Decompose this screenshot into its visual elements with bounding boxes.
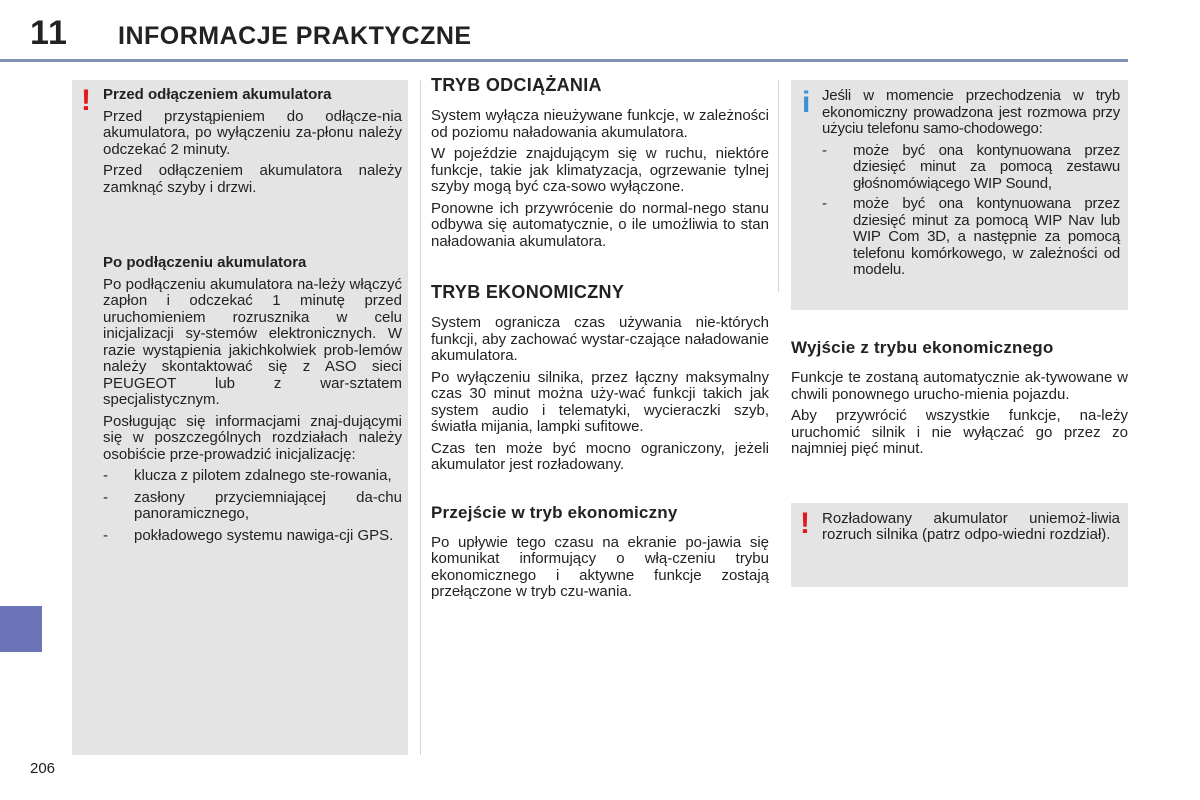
entering-economy-paragraph: Po upływie tego czasu na ekranie po-jawia się komunikat informujący o włą-czeniu trybu ekonomicznego i aktywne funkcje zostają przełączone w tryb czu-wania. [431,533,769,600]
exit-economy-paragraph-1: Funkcje te zostaną automatycznie ak-tywowane w chwili ponownego urucho-mienia pojazdu. [791,369,1128,403]
info-icon: i [802,86,811,119]
page-header [0,0,1200,64]
right-column [791,74,1128,587]
list-item: - może być ona kontynuowana przez dziesięć minut za pomocą WIP Nav lub WIP Com 3D, a następnie za pomocą telefonu komórkowego, w zależności od modelu. [822,195,1120,278]
warning-icon: ! [81,84,91,117]
initialization-list [103,468,402,544]
load-shedding-title: TRYB ODCIĄŻANIA [431,75,602,95]
header-rule [0,59,1128,62]
exit-economy-paragraph-2: Aby przywrócić wszystkie funkcje, na-leży uruchomić silnik i nie wyłączać go przez zo najmniej pięć minut. [791,407,1128,457]
list-item: - zasłony przyciemniającej da-chu panoramicznego, [103,488,402,522]
discharged-battery-content [822,503,1128,555]
warning-icon: ! [800,506,810,540]
list-item: - klucza z pilotem zdalnego ste-rowania, [103,467,392,484]
discharged-battery-paragraph: Rozładowany akumulator uniemoż-liwia rozruch silnika (patrz odpo-wiedni rozdział). [822,509,1120,543]
column-divider [420,80,421,755]
disconnect-paragraph-2: Przed odłączeniem akumulatora należy zamknąć szyby i drzwi. [103,162,402,196]
economy-mode-title: TRYB EKONOMICZNY [431,282,625,302]
exit-economy-title: Wyjście z trybu ekonomicznego [791,338,1054,357]
load-shedding-paragraph-1: System wyłącza nieużywane funkcje, w zależności od poziomu naładowania akumulatora. [431,107,769,141]
phone-info-paragraph: Jeśli w momencie przechodzenia w tryb ekonomiczny prowadzona jest rozmowa przy użyciu telefonu samo-chodowego: [822,87,1120,137]
entering-economy-title: Przejście w tryb ekonomiczny [431,502,678,522]
chapter-number: 11 [30,14,68,52]
battery-warning-content [103,87,402,549]
list-item: - może być ona kontynuowana przez dziesięć minut za pomocą zestawu głośnomówiącego WIP Sound, [822,141,1120,192]
disconnect-title: Przed odłączeniem akumulatora [103,86,332,103]
phone-info-list [822,143,1120,279]
middle-column [431,74,769,606]
disconnect-paragraph-1: Przed przystąpieniem do odłącze-nia akumulatora, po wyłączeniu za-płonu należy odczekać 2 minuty. [103,107,402,158]
chapter-side-tab [0,606,42,652]
economy-mode-paragraph-3: Czas ten może być mocno ograniczony, jeżeli akumulator jest rozładowany. [431,439,769,473]
economy-mode-paragraph-1: System ogranicza czas używania nie-których funkcji, aby zachować wystar-czające naładowanie akumulatora. [431,314,769,364]
reconnect-paragraph-2: Posługując się informacjami znaj-dującymi się w poszczególnych rozdziałach należy osobiście prze-prowadzić inicjalizację: [103,412,402,463]
column-divider [778,80,779,292]
economy-mode-paragraph-2: Po wyłączeniu silnika, przez łączny maksymalny czas 30 minut można uży-wać funkcji takich jak system audio i telematyki, wycieraczki szyb, światła mijania, lampki sufitowe. [431,368,769,435]
page-number: 206 [30,760,56,777]
load-shedding-paragraph-2: W pojeździe znajdującym się w ruchu, niektóre funkcje, takie jak klimatyzacja, ogrzewanie tylnej szyby mogą być cza-sowo wyłączone. [431,145,769,195]
chapter-title: INFORMACJE PRAKTYCZNE [118,22,472,50]
phone-info-box [791,80,1128,310]
list-item: - pokładowego systemu nawiga-cji GPS. [103,526,394,544]
discharged-battery-warning-box [791,503,1128,587]
phone-info-content [822,80,1128,289]
reconnect-paragraph-1: Po podłączeniu akumulatora na-leży włączyć zapłon i odczekać 1 minutę przed uruchomieniem rozrusznika w celu inicjalizacji sy-stemów elektronicznych. W razie wystąpienia jakichkolwiek prob-lemów należy skontaktować się z ASO sieci PEUGEOT lub z war-sztatem specjalistycznym. [103,275,402,408]
battery-warning-box [72,80,408,755]
load-shedding-paragraph-3: Ponowne ich przywrócenie do normal-nego stanu odbywa się automatycznie, o ile umożliwia to stan naładowania akumulatora. [431,199,769,250]
reconnect-title: Po podłączeniu akumulatora [103,254,307,271]
